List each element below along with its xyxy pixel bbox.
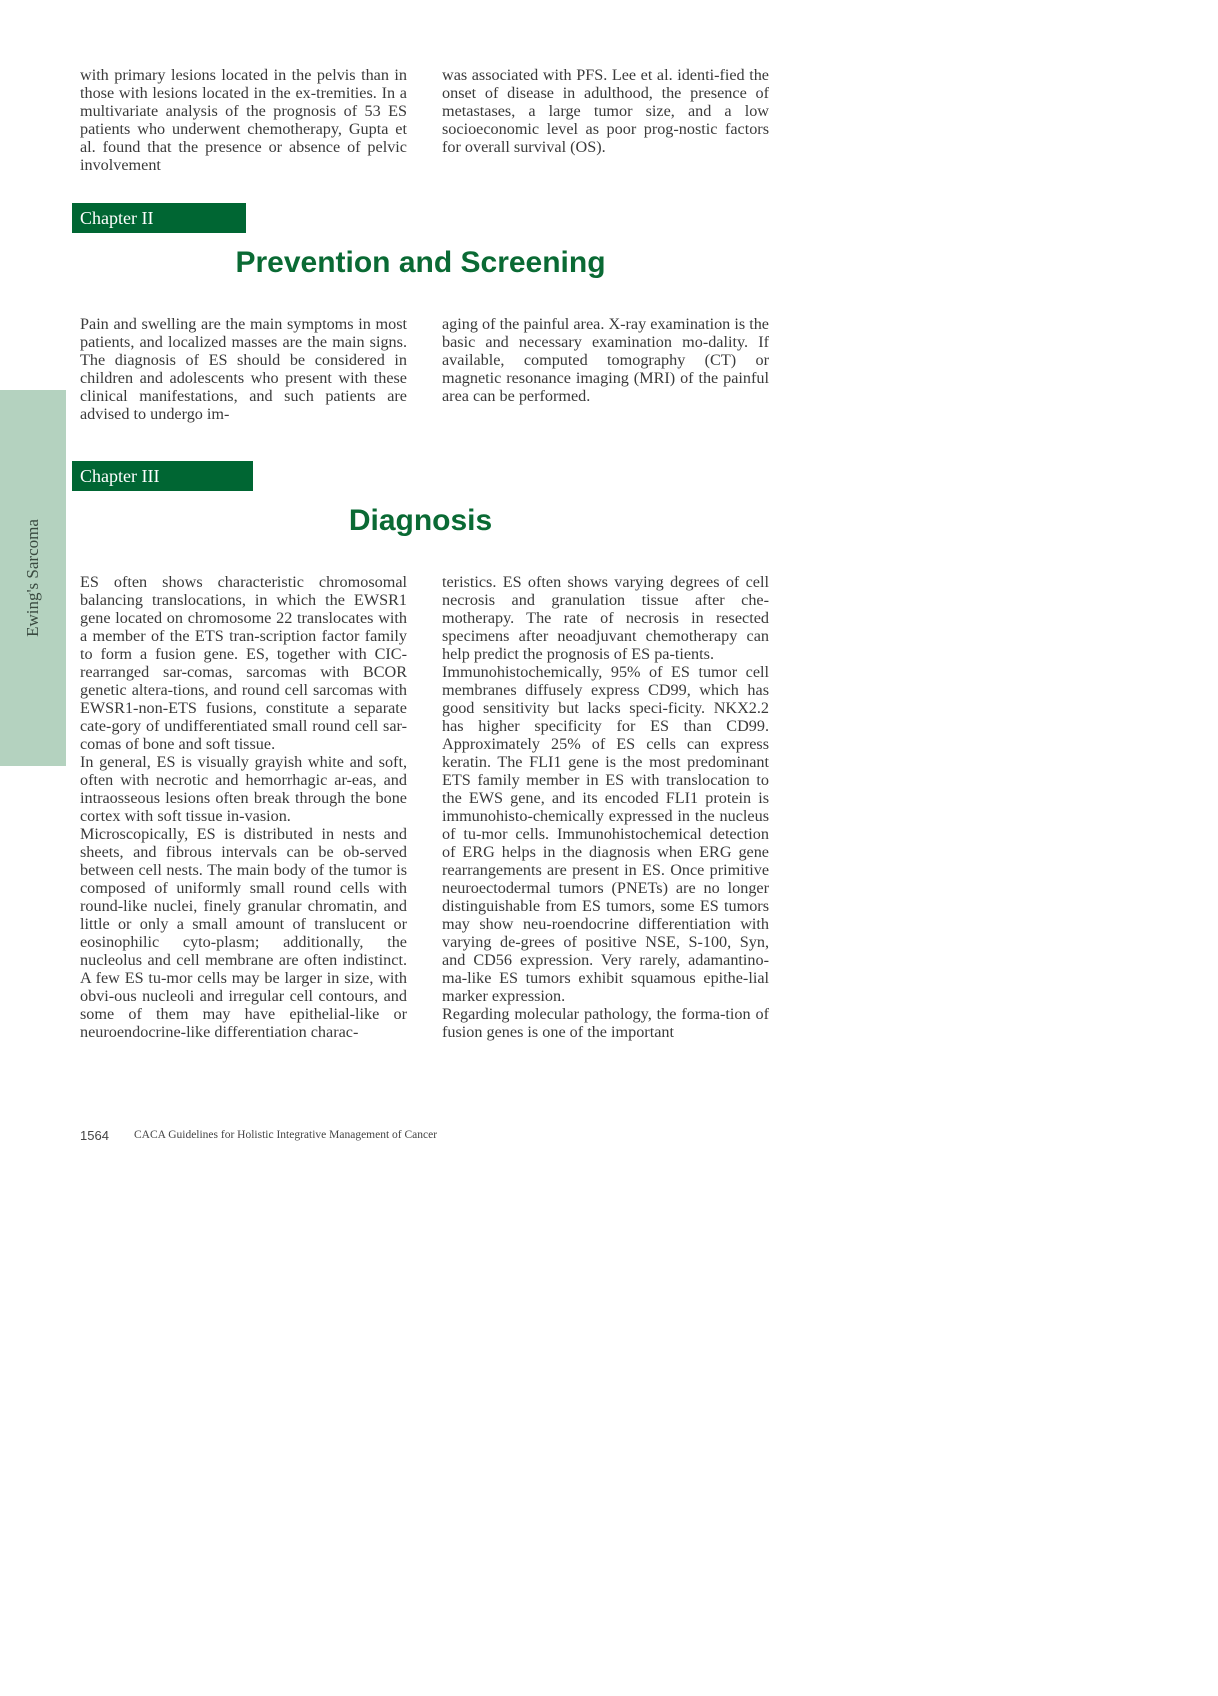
chapter2-right-column <box>442 315 769 405</box>
paragraph: Microscopically, ES is distributed in nests and sheets, and fibrous intervals can be ob-served between cell nests. The main body of the tumor is composed of uniformly small round cells with round-like nuclei, finely granular chromatin, and little or only a small amount of translucent or eosinophilic cyto-plasm; additionally, the nucleolus and cell membrane are often indistinct. A few ES tu-mor cells may be larger in size, with obvi-ous nucleoli and irregular cell contours, and some of them may have epithelial-like or neuroendocrine-like differentiation charac- <box>80 825 407 1041</box>
chapter3-left-column <box>80 573 407 1041</box>
section-title: Diagnosis <box>348 504 493 537</box>
section-title: Prevention and Screening <box>235 246 606 279</box>
paragraph: Immunohistochemically, 95% of ES tumor cell membranes diffusely express CD99, which has good sensitivity but lacks speci-ficity. NKX2.2 has higher specificity for ES than CD99. Approximately 25% of ES cells can express keratin. The FLI1 gene is the most predominant ETS family member in ES with translocation to the EWS gene, and its encoded FLI1 protein is immunohisto-chemically expressed in the nucleus of tu-mor cells. Immunohistochemical detection of ERG helps in the diagnosis when ERG gene rearrangements are present in ES. Once primitive neuroectodermal tumors (PNETs) are no longer distinguishable from ES tumors, some ES tumors may show neu-roendocrine differentiation with varying de-grees of positive NSE, S-100, Syn, and CD56 expression. Very rarely, adamantino-ma-like ES tumors exhibit squamous epithe-lial marker expression. <box>442 663 769 1005</box>
top-left-column <box>80 66 407 174</box>
paragraph: with primary lesions located in the pelvis than in those with lesions located in the ex-tremities. In a multivariate analysis of the prognosis of 53 ES patients who underwent chemotherapy, Gupta et al. found that the presence or absence of pelvic involvement <box>80 66 407 174</box>
paragraph: aging of the painful area. X-ray examination is the basic and necessary examination mo-dality. If available, computed tomography (CT) or magnetic resonance imaging (MRI) of the painful area can be performed. <box>442 315 769 405</box>
chapter-label-bar: Chapter III <box>72 461 253 491</box>
running-footer-title: CACA Guidelines for Holistic Integrative Management of Cancer <box>134 1129 438 1141</box>
chapter-label-bar: Chapter II <box>72 203 246 233</box>
paragraph: ES often shows characteristic chromosomal balancing translocations, in which the EWSR1 gene located on chromosome 22 translocates with a member of the ETS tran-scription factor family to form a fusion gene. ES, together with CIC-rearranged sar-comas, sarcomas with BCOR genetic altera-tions, and round cell sarcomas with EWSR1-non-ETS fusions, constitute a separate cate-gory of undifferentiated small round cell sar-comas of bone and soft tissue. <box>80 573 407 753</box>
paragraph: Regarding molecular pathology, the forma-tion of fusion genes is one of the important <box>442 1005 769 1041</box>
paragraph: teristics. ES often shows varying degrees of cell necrosis and granulation tissue after che-motherapy. The rate of necrosis in resected specimens after neoadjuvant chemotherapy can help predict the prognosis of ES pa-tients. <box>442 573 769 663</box>
page-number: 1564 <box>80 1128 109 1143</box>
paragraph: Pain and swelling are the main symptoms in most patients, and localized masses are the main signs. The diagnosis of ES should be considered in children and adolescents who present with these clinical manifestations, and such patients are advised to undergo im- <box>80 315 407 423</box>
top-right-column <box>442 66 769 156</box>
chapter2-left-column <box>80 315 407 423</box>
paragraph: In general, ES is visually grayish white and soft, often with necrotic and hemorrhagic ar-eas, and intraosseous lesions often break through the bone cortex with soft tissue in-vasion. <box>80 753 407 825</box>
chapter3-right-column <box>442 573 769 1041</box>
paragraph: was associated with PFS. Lee et al. identi-fied the onset of disease in adulthood, the presence of metastases, a large tumor size, and a low socioeconomic level as poor prog-nostic factors for overall survival (OS). <box>442 66 769 156</box>
side-tab-label: Ewing's Sarcoma <box>23 519 42 637</box>
